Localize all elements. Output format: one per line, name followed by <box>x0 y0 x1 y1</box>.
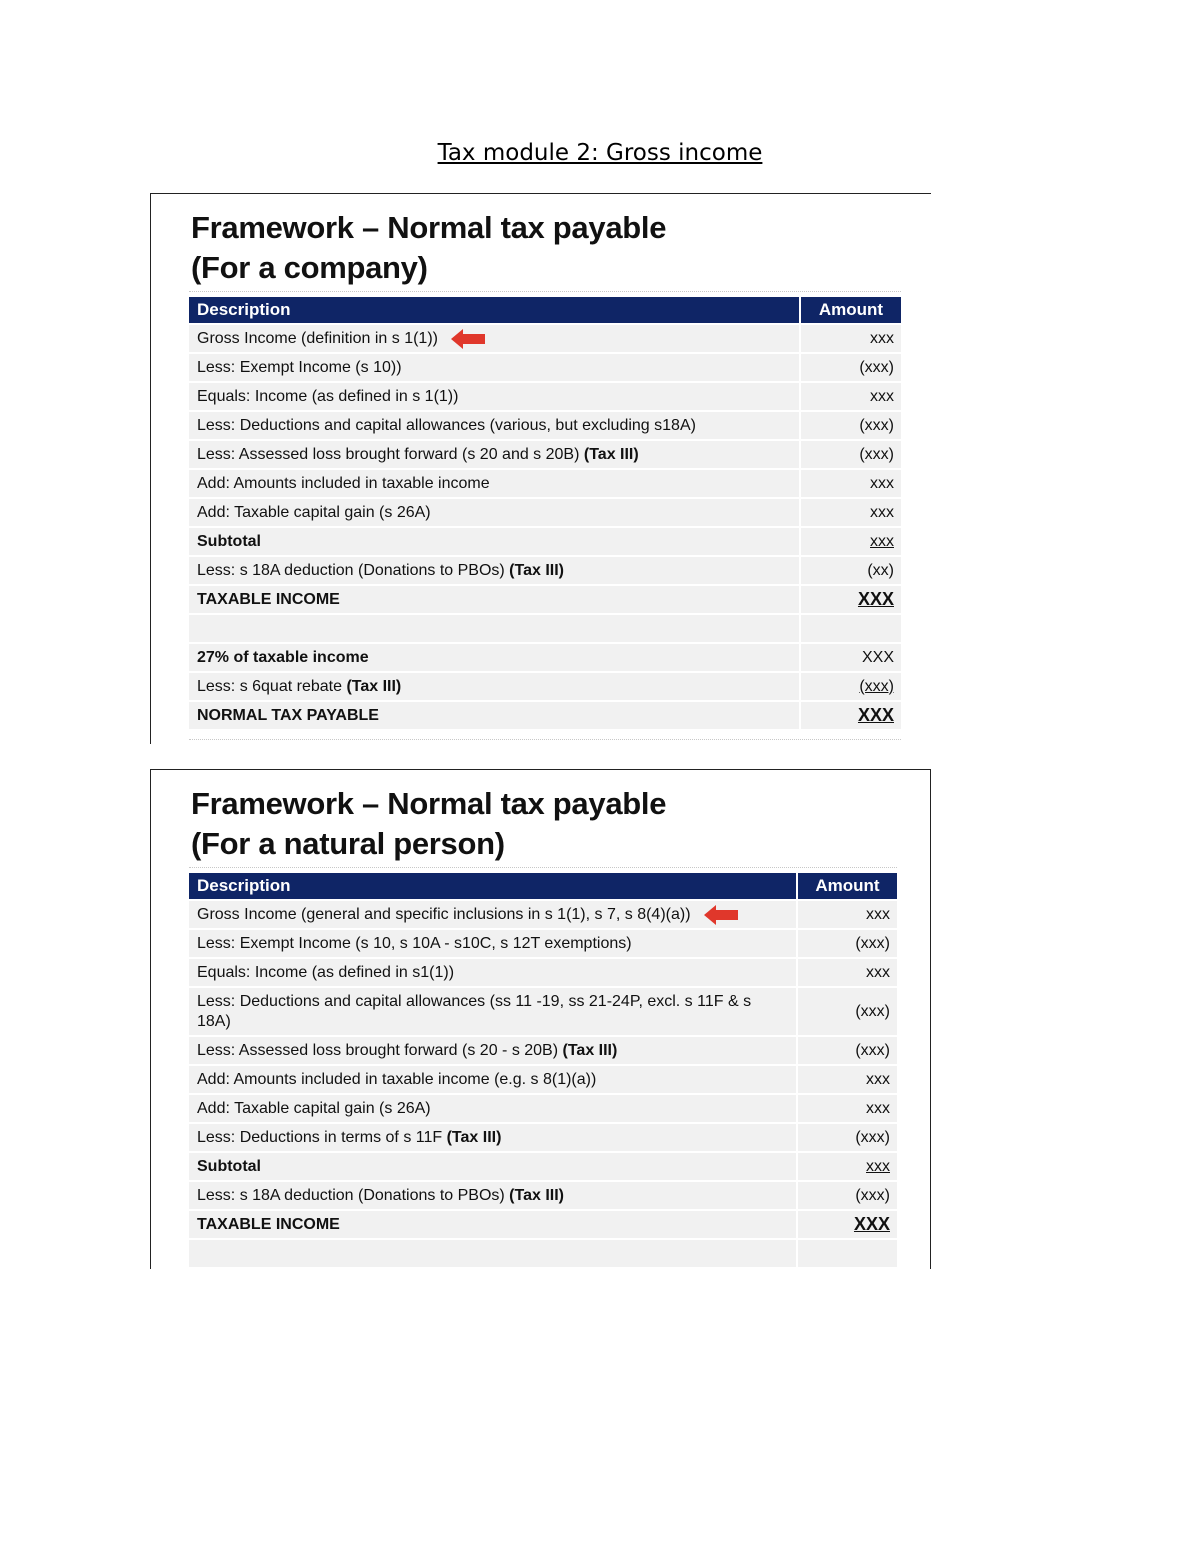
person-table-body <box>189 899 897 1267</box>
row-amount-text: xxx <box>866 963 890 981</box>
row-description-reference: (Tax III) <box>562 1041 618 1059</box>
table-row <box>189 439 901 468</box>
row-amount-text: xxx <box>866 1157 890 1175</box>
row-amount <box>801 526 901 555</box>
table-row <box>189 1238 897 1267</box>
person-tax-table <box>189 873 897 1267</box>
row-description-text: Gross Income (definition in s 1(1)) <box>197 329 438 347</box>
table-row <box>189 957 897 986</box>
column-header-amount: Amount <box>798 873 897 899</box>
row-amount <box>801 671 901 700</box>
row-description-text: Less: Deductions in terms of s 11F <box>197 1128 447 1146</box>
person-framework-heading <box>191 784 666 864</box>
row-description-reference: (Tax III) <box>509 561 564 579</box>
row-amount-text: xxx <box>870 387 894 405</box>
row-description <box>189 1209 798 1238</box>
row-amount-text: (xxx) <box>855 1128 890 1146</box>
table-header-row <box>189 297 901 323</box>
company-tax-table <box>189 297 901 729</box>
row-amount-text: (xxx) <box>859 358 894 376</box>
table-row <box>189 613 901 642</box>
table-row <box>189 986 897 1035</box>
table-row <box>189 1151 897 1180</box>
row-description <box>189 1180 798 1209</box>
table-row <box>189 497 901 526</box>
row-description-text: Less: Exempt Income (s 10, s 10A - s10C, s 12T exemptions) <box>197 934 632 952</box>
row-description <box>189 1122 798 1151</box>
row-description <box>189 352 801 381</box>
row-amount-text: xxx <box>870 474 894 492</box>
row-description-reference: (Tax III) <box>446 1128 502 1146</box>
row-amount <box>798 986 897 1035</box>
row-description-reference: (Tax III) <box>346 677 402 695</box>
row-amount-text: (xxx) <box>855 1041 890 1059</box>
row-description <box>189 555 801 584</box>
row-amount-text: (xxx) <box>859 677 894 695</box>
row-amount <box>798 1209 897 1238</box>
row-description <box>189 584 801 613</box>
red-arrow-left-icon <box>703 904 739 926</box>
table-row <box>189 928 897 957</box>
table-row <box>189 1093 897 1122</box>
row-amount-text: xxx <box>870 329 894 347</box>
table-row <box>189 1209 897 1238</box>
row-amount-text: XXX <box>857 704 894 725</box>
row-description <box>189 671 801 700</box>
column-header-description: Description <box>189 297 801 323</box>
company-framework-heading <box>191 208 666 288</box>
row-amount <box>798 1238 897 1267</box>
table-row <box>189 1122 897 1151</box>
row-description-text: Less: Assessed loss brought forward (s 20 - s 20B) <box>197 1041 563 1059</box>
company-heading-line1: Framework – Normal tax payable <box>191 210 667 245</box>
row-amount <box>798 1151 897 1180</box>
table-row <box>189 410 901 439</box>
row-description-text: Less: s 18A deduction (Donations to PBOs) <box>197 561 510 579</box>
row-amount-text: (xx) <box>867 561 894 579</box>
row-amount <box>801 642 901 671</box>
row-amount <box>801 410 901 439</box>
table-row <box>189 468 901 497</box>
row-amount-text: (xxx) <box>859 416 894 434</box>
table-row <box>189 1064 897 1093</box>
row-description-text: TAXABLE INCOME <box>197 590 340 608</box>
row-description-text: Equals: Income (as defined in s1(1)) <box>197 963 455 981</box>
row-amount-text: (xxx) <box>855 1002 890 1020</box>
row-description <box>189 1064 798 1093</box>
row-amount <box>798 1064 897 1093</box>
table-row <box>189 899 897 928</box>
divider <box>189 739 901 740</box>
row-amount <box>801 352 901 381</box>
row-description-text: Add: Taxable capital gain (s 26A) <box>197 503 431 521</box>
row-amount-text: xxx <box>866 1070 890 1088</box>
divider <box>189 867 897 868</box>
table-row <box>189 323 901 352</box>
row-description-text: Equals: Income (as defined in s 1(1)) <box>197 387 459 405</box>
row-description-text: Subtotal <box>197 1157 261 1175</box>
row-description-text: TAXABLE INCOME <box>197 1215 340 1233</box>
row-description <box>189 613 801 642</box>
table-row <box>189 1035 897 1064</box>
row-amount <box>801 497 901 526</box>
table-row <box>189 671 901 700</box>
row-amount-text: xxx <box>870 503 894 521</box>
row-amount <box>801 555 901 584</box>
row-amount <box>801 613 901 642</box>
row-description <box>189 439 801 468</box>
row-description <box>189 323 801 352</box>
row-description-text: Gross Income (general and specific inclusions in s 1(1), s 7, s 8(4)(a)) <box>197 905 691 923</box>
row-description <box>189 468 801 497</box>
table-row <box>189 1180 897 1209</box>
row-description <box>189 497 801 526</box>
row-amount <box>801 584 901 613</box>
row-amount <box>798 1122 897 1151</box>
row-description <box>189 928 798 957</box>
person-heading-line1: Framework – Normal tax payable <box>191 786 667 821</box>
row-amount <box>798 1180 897 1209</box>
person-framework-panel <box>150 769 931 1269</box>
table-row <box>189 700 901 729</box>
company-table-body <box>189 323 901 729</box>
row-amount <box>801 468 901 497</box>
row-description-text: Add: Amounts included in taxable income (e.g. s 8(1)(a)) <box>197 1070 597 1088</box>
row-amount-text: xxx <box>866 1099 890 1117</box>
row-description <box>189 1093 798 1122</box>
row-amount <box>801 439 901 468</box>
red-arrow-left-icon <box>450 328 486 350</box>
column-header-description: Description <box>189 873 798 899</box>
row-description-text: Less: s 18A deduction (Donations to PBOs) <box>197 1186 510 1204</box>
table-row <box>189 642 901 671</box>
row-description-text: Less: Assessed loss brought forward (s 20 and s 20B) <box>197 445 584 463</box>
row-description-text: 27% of taxable income <box>197 648 369 666</box>
row-description <box>189 1151 798 1180</box>
table-row <box>189 352 901 381</box>
row-amount-text: XXX <box>861 648 894 666</box>
row-description <box>189 410 801 439</box>
company-heading-line2: (For a company) <box>191 250 428 285</box>
row-amount-text: (xxx) <box>859 445 894 463</box>
row-amount-text: (xxx) <box>855 934 890 952</box>
table-row <box>189 555 901 584</box>
row-amount <box>798 928 897 957</box>
row-amount-text: (xxx) <box>855 1186 890 1204</box>
company-framework-panel <box>150 193 931 744</box>
row-description-text: Subtotal <box>197 532 261 550</box>
person-heading-line2: (For a natural person) <box>191 826 505 861</box>
row-description-text: NORMAL TAX PAYABLE <box>197 706 379 724</box>
row-amount-text: xxx <box>866 905 890 923</box>
row-description <box>189 381 801 410</box>
row-description <box>189 957 798 986</box>
row-description <box>189 700 801 729</box>
row-description-text: Less: Deductions and capital allowances (various, but excluding s18A) <box>197 416 696 434</box>
row-description-text: Less: Deductions and capital allowances (ss 11 -19, ss 21-24P, excl. s 11F & s 18A) <box>197 992 752 1030</box>
row-amount <box>798 1093 897 1122</box>
row-amount <box>801 323 901 352</box>
divider <box>189 291 901 292</box>
row-description-text: Add: Taxable capital gain (s 26A) <box>197 1099 431 1117</box>
row-amount <box>798 957 897 986</box>
row-description <box>189 526 801 555</box>
row-amount <box>798 899 897 928</box>
row-description <box>189 642 801 671</box>
row-description-reference: (Tax III) <box>509 1186 564 1204</box>
row-description <box>189 1238 798 1267</box>
row-description <box>189 986 798 1035</box>
row-amount-text: xxx <box>870 532 894 550</box>
row-amount <box>801 381 901 410</box>
row-description-text: Less: Exempt Income (s 10)) <box>197 358 402 376</box>
row-description <box>189 899 798 928</box>
table-row <box>189 584 901 613</box>
row-amount-text: XXX <box>853 1213 890 1234</box>
row-description <box>189 1035 798 1064</box>
row-amount <box>798 1035 897 1064</box>
table-row <box>189 526 901 555</box>
row-description-text: Add: Amounts included in taxable income <box>197 474 490 492</box>
column-header-amount: Amount <box>801 297 901 323</box>
row-amount <box>801 700 901 729</box>
row-amount-text: XXX <box>857 588 894 609</box>
table-header-row <box>189 873 897 899</box>
page-title: Tax module 2: Gross income <box>437 140 763 166</box>
row-description-text: Less: s 6quat rebate <box>197 677 347 695</box>
row-description-reference: (Tax III) <box>583 445 639 463</box>
table-row <box>189 381 901 410</box>
